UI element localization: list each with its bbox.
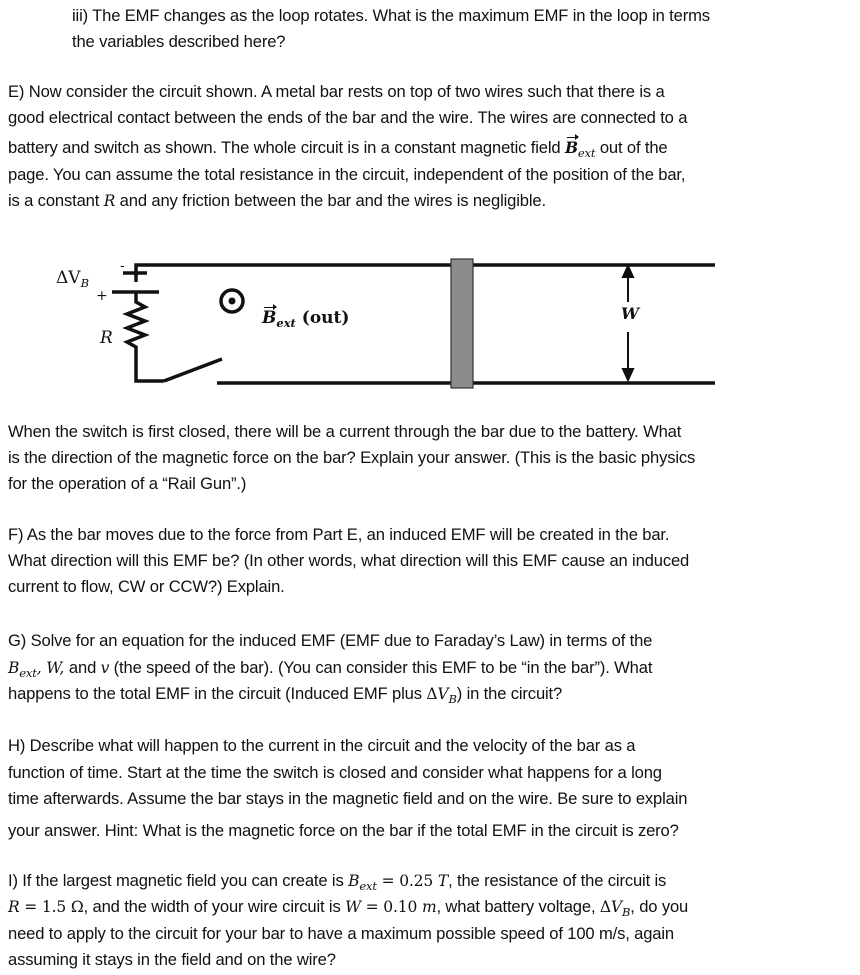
width-arrow	[623, 266, 633, 380]
text-line	[8, 525, 669, 545]
math-symbol: Δ	[599, 898, 611, 916]
metal-bar	[451, 259, 473, 388]
text-segment: E) Now consider the circuit shown. A metal bar rests on top of two wires such that there is a	[8, 82, 665, 101]
text-segment: is a constant	[8, 191, 104, 210]
resistor	[127, 292, 164, 381]
math-subscript: B	[621, 905, 631, 919]
text-segment: assuming it stays in the field and on the wire?	[8, 950, 336, 969]
math-symbol: R	[8, 898, 20, 916]
math-subscript: ext	[359, 879, 377, 893]
text-line	[8, 577, 285, 597]
math-symbol: v	[100, 659, 110, 677]
text-line	[8, 82, 665, 102]
text-segment: , do you	[630, 897, 689, 916]
math-symbol: V	[437, 685, 449, 703]
math-symbol: , W,	[36, 659, 69, 677]
math-symbol: T	[437, 872, 449, 890]
resistor-label: R	[100, 328, 113, 348]
text-segment: , the resistance of the circuit is	[448, 871, 667, 890]
text-line	[8, 897, 688, 922]
text-segment: , and the width of your wire circuit is	[83, 897, 346, 916]
text-segment: ) in the circuit?	[456, 684, 563, 703]
text-line	[8, 871, 666, 896]
text-line	[8, 684, 562, 709]
math-subscript: ext	[19, 666, 37, 680]
text-segment: your answer. Hint: What is the magnetic force on the bar if the total EMF in the circuit is zero?	[8, 821, 679, 840]
minus-sign: -	[120, 258, 125, 274]
text-segment: I) If the largest magnetic field you can create is	[8, 871, 349, 890]
text-line	[72, 6, 710, 26]
field-direction-text: (out)	[295, 308, 350, 328]
subscript: ext	[276, 316, 296, 330]
text-segment: function of time. Start at the time the switch is closed and consider what happens for a long	[8, 763, 662, 782]
battery-voltage-label	[56, 268, 89, 290]
text-segment: and any friction between the bar and the wires is negligible.	[115, 191, 546, 210]
plus-sign: +	[96, 288, 108, 304]
text-segment: happens to the total EMF in the circuit (Induced EMF plus	[8, 684, 427, 703]
text-segment: for the operation of a “Rail Gun”.)	[8, 474, 247, 493]
text-line	[8, 422, 681, 442]
text-line	[8, 924, 674, 944]
text-line	[8, 821, 679, 841]
vector-symbol: B	[564, 138, 578, 157]
width-label: W	[621, 304, 639, 323]
text-segment: G) Solve for an equation for the induced EMF (EMF due to Faraday’s Law) in terms of the	[8, 631, 653, 650]
text-segment: (the speed of the bar). (You can consider this EMF to be “in the bar”). What	[109, 658, 653, 677]
text-segment: current to flow, CW or CCW?) Explain.	[8, 577, 285, 596]
field-out-of-page-icon	[221, 290, 243, 312]
math-subscript: ext	[577, 146, 596, 160]
field-label	[262, 308, 349, 330]
text-line	[8, 138, 668, 163]
text-line	[8, 474, 246, 494]
math-symbol: = 0.25	[376, 872, 438, 890]
text-segment: out of the	[595, 138, 668, 157]
math-symbol: = 0.10	[360, 898, 422, 916]
circuit-wires	[0, 240, 860, 400]
text-line	[8, 736, 635, 756]
text-line	[8, 950, 336, 970]
switch-lever	[164, 359, 222, 381]
rail-gun-circuit-diagram	[0, 240, 860, 400]
math-symbol: B	[348, 872, 360, 890]
text-line	[8, 191, 546, 211]
text-line	[8, 763, 662, 783]
delta-v-text: ΔV	[56, 268, 81, 288]
text-line	[8, 658, 652, 683]
math-symbol: Δ	[426, 685, 438, 703]
text-line	[8, 448, 695, 468]
math-subscript: B	[448, 692, 457, 706]
text-segment: the variables described here?	[72, 32, 286, 51]
text-segment: What direction will this EMF be? (In other words, what direction will this EMF cause an induced	[8, 551, 690, 570]
math-symbol: W	[345, 898, 361, 916]
text-segment: When the switch is first closed, there will be a current through the bar due to the battery. What	[8, 422, 682, 441]
text-segment: is the direction of the magnetic force on the bar? Explain your answer. (This is the basic physics	[8, 448, 696, 467]
b-vector: B	[262, 308, 277, 328]
text-segment: need to apply to the circuit for your bar to have a maximum possible speed of 100 m/s, again	[8, 924, 674, 943]
text-line	[8, 551, 689, 571]
text-segment: H) Describe what will happen to the current in the circuit and the velocity of the bar as a	[8, 736, 636, 755]
text-segment: page. You can assume the total resistance in the circuit, independent of the position of the bar,	[8, 165, 686, 184]
text-segment: time afterwards. Assume the bar stays in the magnetic field and on the wire. Be sure to explain	[8, 789, 688, 808]
math-symbol: = 1.5 Ω	[19, 898, 84, 916]
subscript: B	[80, 276, 90, 290]
text-segment: , what battery voltage,	[436, 897, 600, 916]
math-symbol: R	[103, 192, 116, 210]
math-symbol: V	[610, 898, 622, 916]
text-segment: iii) The EMF changes as the loop rotates. What is the maximum EMF in the loop in terms	[72, 6, 710, 25]
text-segment: battery and switch as shown. The whole circuit is in a constant magnetic field	[8, 138, 565, 157]
text-line	[8, 165, 685, 185]
text-segment: F) As the bar moves due to the force from Part E, an induced EMF will be created in the bar.	[8, 525, 670, 544]
math-symbol: m	[421, 898, 437, 916]
text-segment: good electrical contact between the ends of the bar and the wire. The wires are connected to a	[8, 108, 688, 127]
math-symbol: B	[8, 659, 20, 677]
text-segment: and	[68, 658, 101, 677]
text-line	[8, 108, 687, 128]
text-line	[8, 631, 652, 651]
text-line	[72, 32, 285, 52]
text-line	[8, 789, 687, 809]
